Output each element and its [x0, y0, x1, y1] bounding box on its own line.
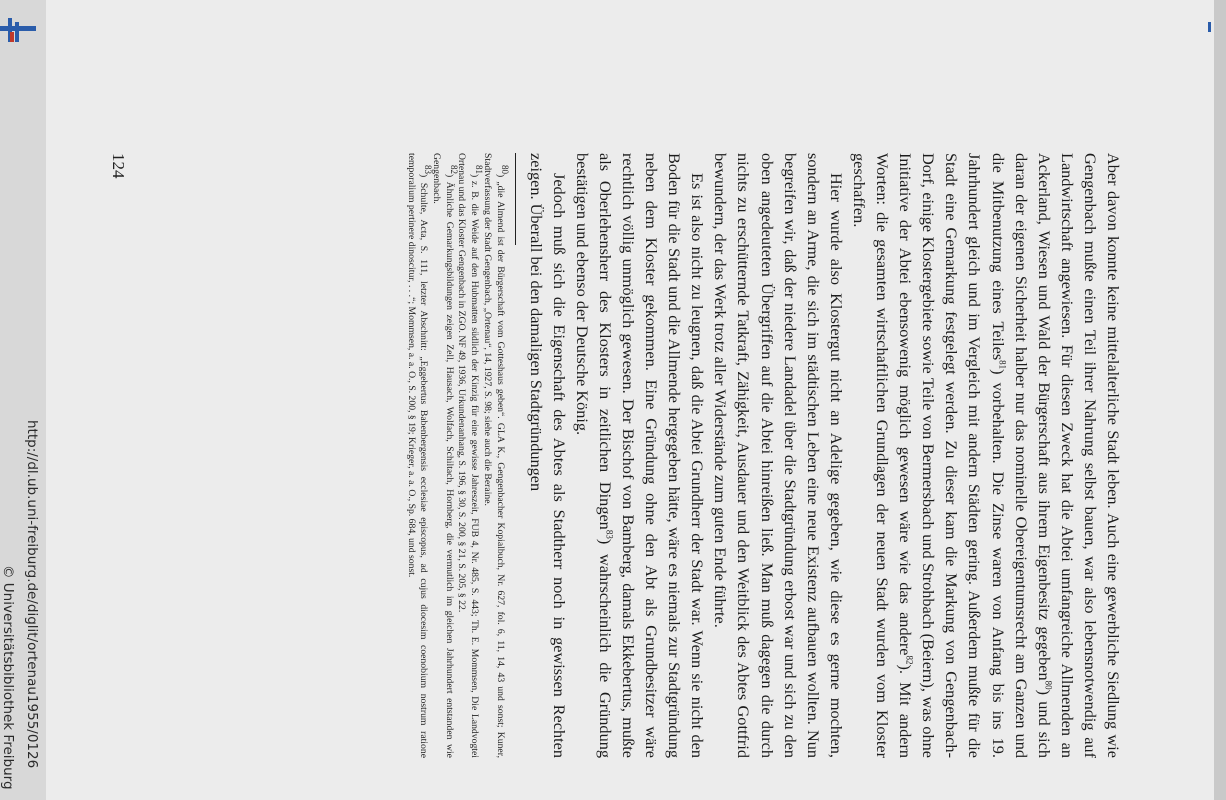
footnote-text: ) Schulte, Acta, S. 111, letzter Abschnitt: „Eggebertus Babenbergensis ecclesiae episcopus, ad cujus diocesim coenobium nostrum ratione temporalium pertinere dinoscitur, . . .“; Mommsen, a. a. O., S. 200, § 19; Krieger, a. a. O., Sp. 684, und sonst.: [405, 153, 430, 758]
paragraph-text: ) wahrscheinlich die Gründung bestätigen und ebenso der Deutsche König.: [572, 153, 615, 758]
page-number: 124: [109, 153, 128, 179]
page-content: [115, 153, 1125, 758]
paragraph-text: ) und sich daran der eigenen Sicherheit halber nur das nominelle Obereigentumsrecht am Ganzen und die Mitbenutzung eines Teiles: [988, 153, 1054, 758]
paragraph-text: Es ist also nicht zu leugnen, daß die Abtei Grundherr der Stadt war. Wenn sie nicht den Boden für die Stadt und die Allmende hergegeben hätte, wäre es niemals zur Stadtgründung neben dem Kloster gekommen. Eine Gründung ohne den Abt als Grundbesitzer wäre rechtlich völlig unmöglich gewesen. Der Bischof von Bamberg, damals Ekkebertus, mußte als Oberlehensherr des Klosters in zeitlichen Dingen: [595, 153, 708, 758]
library-logo-icon: [0, 16, 40, 46]
footnote-divider: [515, 153, 516, 245]
paragraph-text: Jedoch muß sich die Eigenschaft des Abtes als Stadtherr noch in gewissen Rechten zeigen. Überall bei den damaligen Stadtgründungen: [526, 153, 569, 758]
footnote-mark: 82: [448, 165, 459, 174]
footnote-mark: 81: [474, 165, 485, 174]
bookmark-marker-icon: [1208, 22, 1214, 32]
paragraph: [848, 153, 1125, 758]
copyright-notice: © Universitätsbibliothek Freiburg: [0, 565, 16, 790]
paragraph-text: Aber davon konnte keine mittelalterliche Stadt leben. Auch eine gewerbliche Siedlung wie Gengenbach mußte einen Teil ihrer Nahrung selbst bauen, war also lebensnotwendig auf Landwirtschaft angewiesen. Für diesen Zweck hat die Abtei umfangreiche Allmenden an Ackerland, Wiesen und Wald der Bürgerschaft aus ihrem Eigenbesitz gegeben: [1034, 153, 1123, 758]
footnote: [455, 153, 485, 758]
footnote-mark: 83: [423, 165, 434, 174]
paragraph-text: ). Mit andern Worten: die gesamten wirtschaftlichen Grundlagen der neuen Stadt wurden vom Kloster geschaffen.: [849, 153, 916, 759]
paragraph: [709, 153, 848, 758]
footnote: [404, 153, 434, 758]
source-url[interactable]: http://dl.ub.uni-freiburg.de/diglit/ortenau1955/0126: [24, 420, 40, 769]
footnote-text: ) z. B. die Weide auf den Hubmatten südlich der Kinzig für eine gewisse Jahreszeit, FUB 4, Nr. 485, S. 443; Th. E. Mommsen, Die Landvogtei Ortenau und das Kloster Gengenbach in ZGO. NF 49, 1936, Urkundenanhang, S. 196, § 30, S. 200, § 21, S. 205, § 22.: [456, 153, 481, 758]
footnote-text: ) Ähnliche Gemarkungsbildungen zeigen Zell, Hausach, Wolfach, Schiltach, Hornberg, die vermutlich im gleichen Jahrhundert entstanden wie Gengenbach.: [431, 153, 455, 758]
footnote-reference: 80: [1043, 680, 1054, 690]
footnote-text: ) „die Almend ist der Bürgerschaft vom Gotteshaus geben“. GLA K., Gengenbacher Kopialbuch, Nr. 627, fol. 6, 11, 14, 43 und sonst; Kuner, Stadtverfassung der Stadt Gengenbach, „Ortenau“, 14, 1927, S. 98; siehe auch die Beraine.: [481, 153, 506, 758]
paragraph-text: ) vorbehalten. Die Zinse waren von Anfang bis ins 19. Jahrhundert gleich und im Vergleich mit andern Städten gering. Außerdem mußte für die Stadt eine Gemarkung festgelegt werden. Zu dieser kam die Markung von Gengenbach-Dorf, einige Klostergebiete sowie Teile von Bermersbach und Strohbach (Beiern), was ohne Initiative der Abtei ebensowenig möglich gewesen wäre wie das andere: [896, 153, 1008, 758]
footnote: [480, 153, 510, 758]
footnote: [429, 153, 459, 758]
paragraph: [525, 153, 571, 758]
footnote-reference: 83: [604, 529, 615, 539]
footnotes: [404, 153, 510, 758]
footnote-mark: 80: [499, 165, 510, 174]
footnote-reference: 82: [904, 655, 915, 665]
body-text: [525, 153, 1125, 758]
paragraph: [571, 153, 710, 758]
paragraph-text: Hier wurde also Klostergut nicht an Adelige gegeben, wie diese es gerne mochten, sondern an Arme, die sich im städtischen Leben eine neue Existenz aufbauen wollten. Nun begreifen wir, daß der niedere Landadel über die Stadtgründung erbost war und sich zu den oben angedeuteten Übergriffen auf die Abtei hinreißen ließ. Man muß dagegen die durch nichts zu erschütternde Tatkraft, Zähigkeit, Ausdauer und den Weitblick des Abtes Gottfrid bewundern, der das Werk trotz aller Widerstände zum guten Ende führte.: [711, 153, 846, 758]
page-edge: [1214, 0, 1226, 800]
footnote-reference: 81: [996, 360, 1007, 370]
